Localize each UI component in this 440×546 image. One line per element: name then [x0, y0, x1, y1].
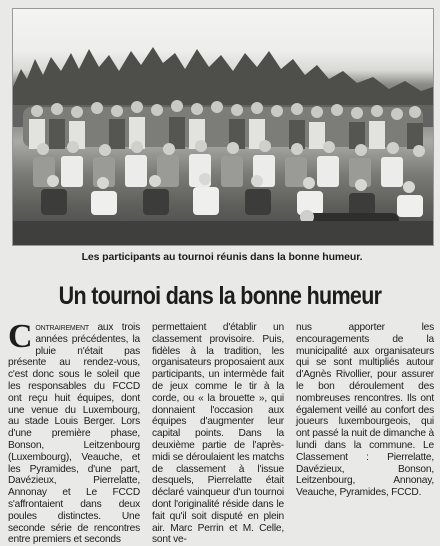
column-2-text: permettaient d'établir un classement provisoire. Puis, fidèles à la tradition, les organisateurs proposaient aux participants, un intermède fait de jeux comme le tir à la corde, ou « la brouette », qui donnaient l'occasion aux équipes d'augmenter leur capital points. Dans la deuxième partie de l'après-midi se déroulaient les matchs de classement à l'issue desquels, Pierrelatte était déclaré vainqueur d'un tournoi dont l'originalité réside dans le fait qu'il soit disputé en plein air. Marc Perrin et M. Celle, sont ve- — [152, 322, 284, 546]
drop-cap: C — [8, 318, 33, 355]
column-3-text: nus apporter les encouragements de la municipalité aux organisateurs qui se sont multipliés autour d'Agnès Rivollier, pour assurer le bon déroulement des nombreuses rencontres. Ils ont également veillé au confort des joueurs luxembourgeois, qui ont passé la nuit de dimanche à lundi dans la commune. Le Classement : Pierrelatte, Davézieux, Bonson, Leitzenbourg, Annonay, Veauche, Pyramides, FCCD. — [296, 322, 434, 499]
article-column-1 — [8, 318, 140, 546]
photo-caption: Les participants au tournoi réunis dans la bonne humeur. — [81, 251, 363, 263]
article-column-3 — [296, 322, 434, 499]
lead-word: ontrairement — [35, 322, 89, 333]
article-body — [6, 318, 434, 546]
article-headline: Un tournoi dans la bonne humeur — [58, 282, 382, 310]
group-photo — [12, 8, 434, 246]
column-1-text: aux trois années précédentes, la pluie n'était pas présente au rendez-vous, c'est donc sous le soleil que les responsables du FCCD ont reçu huit équipes, dont une venue du Luxembourg, au stade Louis Berger. Lors d'une première phase, Bonson, Leitzenbourg (Luxembourg), Veauche, et les Pyramides, d'une part, Davézieux, Pierrelatte, Annonay et Le FCCD s'affrontaient dans deux poules distinctes. Une seconde série de rencontres entre premiers et seconds — [8, 322, 140, 546]
article-column-2 — [152, 322, 284, 546]
group-photo-illustration — [13, 9, 433, 245]
